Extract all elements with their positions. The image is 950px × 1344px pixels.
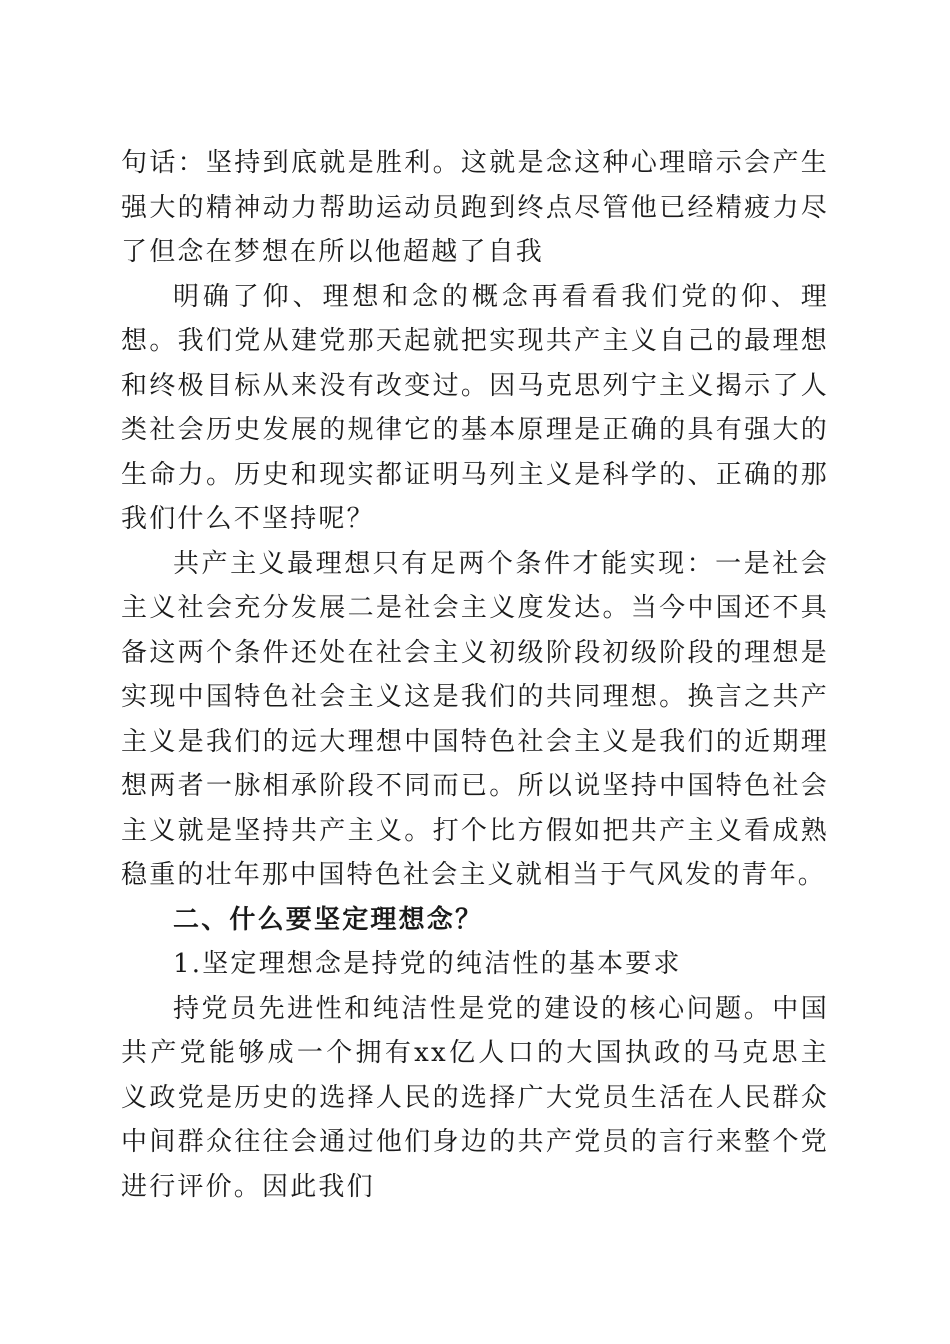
paragraph-party-purity: 持党员先进性和纯洁性是党的建设的核心问题。中国共产党能够成一个拥有xx亿人口的大国执政的马克思主义政党是历史的选择人民的选择广大党员生活在人民群众中间群众往往会通过他们身边的共产党员的言行来整个党进行评价。因此我们 bbox=[121, 993, 829, 1202]
paragraph-communism-conditions: 共产主义最理想只有足两个条件才能实现：一是社会主义社会充分发展二是社会主义度发达。当今中国还不具备这两个条件还处在社会主义初级阶段初级阶段的理想是实现中国特色社会主义这是我们的共同理想。换言之共产主义是我们的远大理想中国特色社会主义是我们的近期理想两者一脉相承阶段不同而已。所以说坚持中国特色社会主义就是坚持共产主义。打个比方假如把共产主义看成熟稳重的壮年那中国特色社会主义就相当于气风发的青年。 bbox=[121, 548, 829, 890]
document-body bbox=[121, 141, 829, 1209]
paragraph-faith-ideals: 明确了仰、理想和念的概念再看看我们党的仰、理想。我们党从建党那天起就把实现共产主义自己的最理想和终极目标从来没有改变过。因马克思列宁主义揭示了人类社会历史发展的规律它的基本原理是正确的具有强大的生命力。历史和现实都证明马列主义是科学的、正确的那我们什么不坚持呢？ bbox=[121, 281, 829, 534]
subsection-heading: 1.坚定理想念是持党的纯洁性的基本要求 bbox=[173, 949, 682, 979]
section-heading: 二、什么要坚定理想念？ bbox=[173, 904, 484, 935]
paragraph-continuation: 句话：坚持到底就是胜利。这就是念这种心理暗示会产生强大的精神动力帮助运动员跑到终点尽管他已经精疲力尽了但念在梦想在所以他超越了自我 bbox=[121, 148, 829, 267]
